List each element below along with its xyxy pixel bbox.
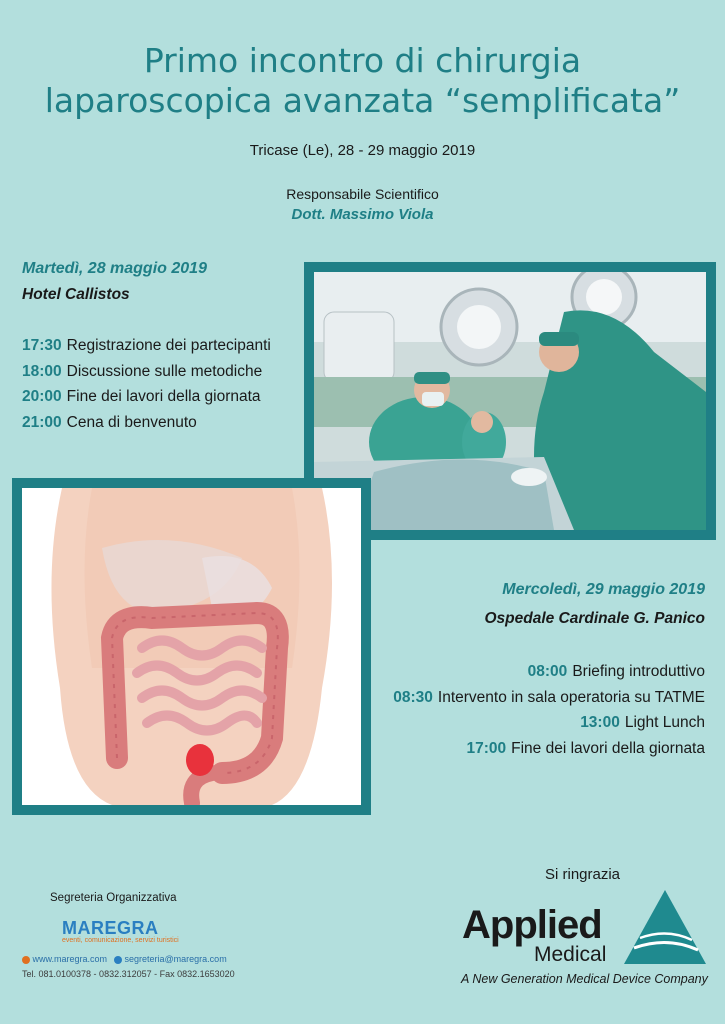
schedule-label: Briefing introduttivo (572, 663, 705, 680)
schedule-label: Light Lunch (624, 714, 705, 731)
schedule-item (393, 685, 705, 711)
website-link[interactable]: www.maregra.com (32, 954, 108, 964)
secretariat-label: Segreteria Organizzativa (50, 892, 177, 904)
sponsor-name-applied: Applied (462, 903, 602, 947)
schedule-time: 13:00 (580, 714, 620, 731)
schedule-time: 17:00 (466, 739, 507, 757)
day1-venue: Hotel Callistos (22, 286, 130, 303)
anatomy-illustration (22, 488, 361, 805)
globe-icon (22, 956, 30, 964)
sponsor-tagline: A New Generation Medical Device Company (461, 972, 708, 986)
mail-icon (114, 956, 122, 964)
schedule-item (393, 710, 705, 736)
surgery-photo (314, 272, 706, 530)
schedule-item (22, 333, 271, 359)
schedule-time: 20:00 (22, 388, 62, 405)
schedule-time: 17:30 (22, 337, 62, 354)
sponsor-name-medical: Medical (534, 943, 607, 966)
schedule-item (393, 659, 705, 685)
schedule-time: 21:00 (22, 413, 62, 431)
phone-numbers: Tel. 081.0100378 - 0832.312057 - Fax 0832.1653020 (22, 969, 235, 979)
applied-medical-triangle-icon (622, 888, 708, 966)
schedule-label: Discussione sulle metodiche (66, 362, 263, 380)
maregra-logo-text: MAREGRA (62, 918, 159, 938)
website-row[interactable] (22, 954, 107, 964)
maregra-logo (62, 918, 179, 944)
day1-date: Martedì, 28 maggio 2019 (22, 260, 207, 277)
schedule-label: Cena di benvenuto (66, 413, 197, 431)
event-title-line1: Primo incontro di chirurgia (143, 41, 582, 80)
day2-schedule (393, 659, 705, 761)
day2-venue: Ospedale Cardinale G. Panico (484, 610, 705, 627)
schedule-label: Intervento in sala operatoria su TATME (437, 688, 705, 706)
schedule-item (22, 384, 271, 410)
day2-date: Mercoledì, 29 maggio 2019 (502, 581, 705, 598)
schedule-item (22, 359, 271, 385)
maregra-tagline: eventi, comunicazione, servizi turistici (62, 937, 179, 944)
thanks-label: Si ringrazia (545, 866, 621, 883)
responsible-label: Responsabile Scientifico (286, 186, 439, 202)
surgery-illustration (314, 272, 706, 530)
location-date: Tricase (Le), 28 - 29 maggio 2019 (249, 142, 476, 159)
schedule-time: 18:00 (22, 362, 62, 380)
colon-illustration (22, 488, 361, 805)
schedule-item (22, 410, 271, 436)
applied-medical-logo (462, 903, 607, 966)
event-title-line2: laparoscopica avanzata “semplificata” (44, 81, 681, 120)
schedule-time: 08:30 (393, 688, 433, 706)
email-row[interactable] (114, 954, 227, 964)
responsible-name: Dott. Massimo Viola (291, 206, 434, 223)
day1-schedule (22, 333, 271, 435)
schedule-label: Fine dei lavori della giornata (511, 739, 705, 757)
email-link[interactable]: segreteria@maregra.com (124, 954, 227, 964)
schedule-time: 08:00 (527, 663, 568, 680)
schedule-item (393, 736, 705, 762)
schedule-label: Fine dei lavori della giornata (66, 388, 261, 405)
schedule-label: Registrazione dei partecipanti (66, 337, 271, 354)
